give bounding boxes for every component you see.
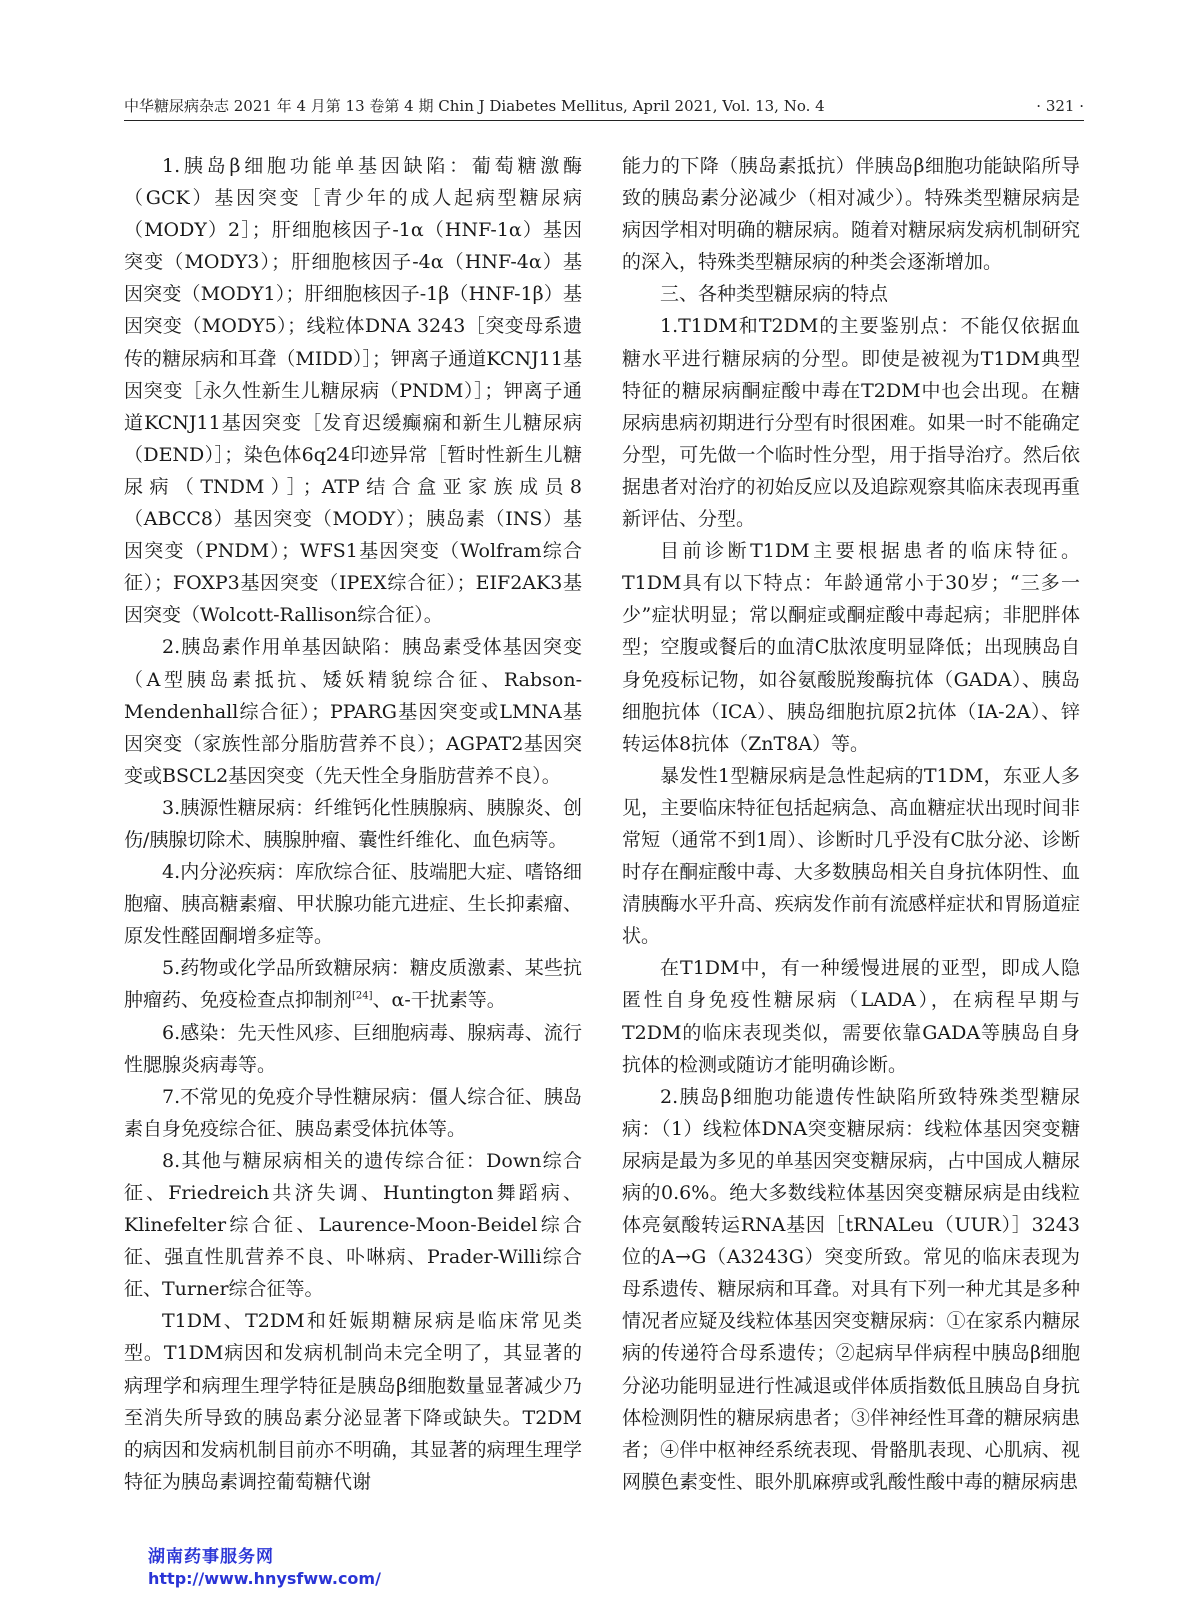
- left-column: [124, 150, 582, 1498]
- paragraph-fulminant-t1dm: 暴发性1型糖尿病是急性起病的T1DM，东亚人多见，主要临床特征包括起病急、高血糖症状出现时间非常短（通常不到1周）、诊断时几乎没有C肽分泌、诊断时存在酮症酸中毒、大多数胰岛相关自身抗体阴性、血清胰酶水平升高、疾病发作前有流感样症状和胃肠道症状。: [622, 764, 1080, 948]
- paragraph-lada: 在T1DM中，有一种缓慢进展的亚型，即成人隐匿性自身免疫性糖尿病（LADA），在病程早期与T2DM的临床表现类似，需要依靠GADA等胰岛自身抗体的检测或随访才能明确诊断。: [622, 957, 1080, 1076]
- drug-induced-text: 5.药物或化学品所致糖尿病：糖皮质激素、某些抗肿瘤药、免疫检查点抑制剂: [124, 957, 582, 1012]
- paragraph-infection: 6.感染：先天性风疹、巨细胞病毒、腺病毒、流行性腮腺炎病毒等。: [124, 1021, 582, 1076]
- section-heading: 三、各种类型糖尿病的特点: [660, 283, 889, 306]
- paragraph-mitochondrial-diabetes: 2.胰岛β细胞功能遗传性缺陷所致特殊类型糖尿病：（1）线粒体DNA突变糖尿病：线粒体基因突变糖尿病是最为多见的单基因突变糖尿病，占中国成人糖尿病的0.6%。绝大多数线粒体基因突变糖尿病是由线粒体亮氨酸转运RNA基因［tRNALeu（UUR）］3243位的A→G（A3243G）突变所致。常见的临床表现为母系遗传、糖尿病和耳聋。对具有下列一种尤其是多种情况者应疑及线粒体基因突变糖尿病：①在家系内糖尿病的传递符合母系遗传；②起病早伴病程中胰岛β细胞分泌功能明显进行性减退或伴体质指数低且胰岛自身抗体检测阴性的糖尿病患者；③伴神经性耳聋的糖尿病患者；④伴中枢神经系统表现、骨骼肌表现、心肌病、视网膜色素变性、眼外肌麻痹或乳酸性酸中毒的糖尿病患: [622, 1085, 1080, 1493]
- paragraph-continued: 能力的下降（胰岛素抵抗）伴胰岛β细胞功能缺陷所导致的胰岛素分泌减少（相对减少）。特殊类型糖尿病是病因学相对明确的糖尿病。随着对糖尿病发病机制研究的深入，特殊类型糖尿病的种类会逐渐增加。: [622, 155, 1080, 274]
- paragraph-gene-defect-beta-cell: 1.胰岛β细胞功能单基因缺陷：葡萄糖激酶（GCK）基因突变［青少年的成人起病型糖尿病（MODY）2］；肝细胞核因子-1α（HNF-1α）基因突变（MODY3）；肝细胞核因子-4α（HNF-4α）基因突变（MODY1）；肝细胞核因子-1β（HNF-1β）基因突变（MODY5）；线粒体DNA 3243［突变母系遗传的糖尿病和耳聋（MIDD）］；钾离子通道KCNJ11基因突变［永久性新生儿糖尿病（PNDM）］；钾离子通道KCNJ11基因突变［发育迟缓癫痫和新生儿糖尿病（DEND）］；染色体6q24印迹异常［暂时性新生儿糖尿病（TNDM）］；ATP结合盒亚家族成员8（ABCC8）基因突变（MODY）；胰岛素（INS）基因突变（PNDM）；WFS1基因突变（Wolfram综合征）；FOXP3基因突变（IPEX综合征）；EIF2AK3基因突变（Wolcott-Rallison综合征）。: [124, 155, 582, 627]
- right-column: [622, 150, 1080, 1498]
- paragraph-drug-induced: [124, 952, 582, 1016]
- paragraph-t1dm-t2dm-overview: T1DM、T2DM和妊娠期糖尿病是临床常见类型。T1DM病因和发病机制尚未完全明了，其显著的病理学和病理生理学特征是胰岛β细胞数量显著减少乃至消失所导致的胰岛素分泌显著下降或缺失。T2DM的病因和发病机制目前亦不明确，其显著的病理生理学特征为胰岛素调控葡萄糖代谢: [124, 1310, 582, 1493]
- paragraph-immune-mediated: 7.不常见的免疫介导性糖尿病：僵人综合征、胰岛素自身免疫综合征、胰岛素受体抗体等。: [124, 1085, 582, 1140]
- drug-induced-tail: 、α-干扰素等。: [372, 989, 506, 1012]
- watermark: [148, 1546, 381, 1590]
- paragraph-t1dm-t2dm-differentiation: 1.T1DM和T2DM的主要鉴别点：不能仅依据血糖水平进行糖尿病的分型。即使是被视为T1DM典型特征的糖尿病酮症酸中毒在T2DM中也会出现。在糖尿病患病初期进行分型有时很困难。如果一时不能确定分型，可先做一个临时性分型，用于指导治疗。然后依据患者对治疗的初始反应以及追踪观察其临床表现再重新评估、分型。: [622, 315, 1080, 531]
- watermark-url[interactable]: http://www.hnysfww.com/: [148, 1569, 381, 1588]
- paragraph-genetic-syndromes: 8.其他与糖尿病相关的遗传综合征：Down综合征、Friedreich共济失调、Huntington舞蹈病、Klinefelter综合征、Laurence-Moon-Beidel综合征、强直性肌营养不良、卟啉病、Prader-Willi综合征、Turner综合征等。: [124, 1149, 582, 1301]
- page-number: · 321 ·: [1036, 97, 1084, 115]
- journal-info: 中华糖尿病杂志 2021 年 4 月第 13 卷第 4 期 Chin J Diabetes Mellitus, April 2021, Vol. 13, No. 4: [124, 97, 825, 115]
- running-header: [124, 96, 1084, 121]
- paragraph-insulin-action-defect: 2.胰岛素作用单基因缺陷：胰岛素受体基因突变（A型胰岛素抵抗、矮妖精貌综合征、Rabson-Mendenhall综合征）；PPARG基因突变或LMNA基因突变（家族性部分脂肪营养不良）；AGPAT2基因突变或BSCL2基因突变（先天性全身脂肪营养不良）。: [124, 636, 582, 787]
- paragraph-pancreatogenic: 3.胰源性糖尿病：纤维钙化性胰腺病、胰腺炎、创伤/胰腺切除术、胰腺肿瘤、囊性纤维化、血色病等。: [124, 796, 582, 851]
- paragraph-t1dm-diagnosis: 目前诊断T1DM主要根据患者的临床特征。T1DM具有以下特点：年龄通常小于30岁；“三多一少”症状明显；常以酮症或酮症酸中毒起病；非肥胖体型；空腹或餐后的血清C肽浓度明显降低；出现胰岛自身免疫标记物，如谷氨酸脱羧酶抗体（GADA）、胰岛细胞抗体（ICA）、胰岛细胞抗原2抗体（IA-2A）、锌转运体8抗体（ZnT8A）等。: [622, 540, 1080, 755]
- watermark-site-name: 湖南药事服务网: [148, 1547, 274, 1567]
- paragraph-endocrine: 4.内分泌疾病：库欣综合征、肢端肥大症、嗜铬细胞瘤、胰高糖素瘤、甲状腺功能亢进症、生长抑素瘤、原发性醛固酮增多症等。: [124, 861, 582, 948]
- citation-reference[interactable]: [24]: [352, 991, 373, 1003]
